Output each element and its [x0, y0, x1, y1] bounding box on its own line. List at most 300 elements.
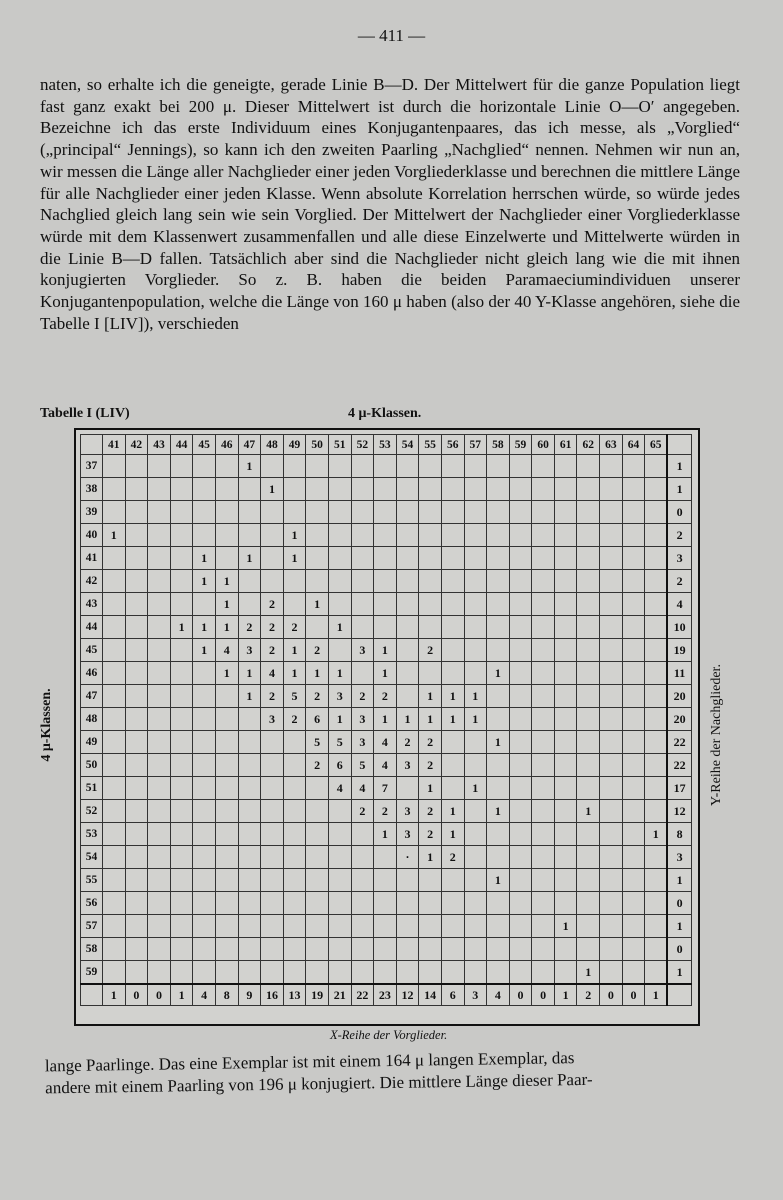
row-total: 19 [667, 639, 691, 662]
table-cell [487, 616, 510, 639]
corner-cell [81, 435, 103, 455]
table-cell: 1 [283, 639, 306, 662]
table-cell [509, 455, 532, 478]
table-cell [306, 800, 329, 823]
table-cell [261, 524, 284, 547]
table-cell [600, 478, 623, 501]
table-cell: 2 [238, 616, 261, 639]
table-cell [441, 616, 464, 639]
table-cell [554, 570, 577, 593]
table-cell [600, 915, 623, 938]
table-cell [509, 547, 532, 570]
table-cell: 1 [441, 685, 464, 708]
table-cell [215, 869, 238, 892]
row-header: 57 [81, 915, 103, 938]
table-cell [577, 616, 600, 639]
table-cell [645, 708, 668, 731]
table-cell [464, 501, 487, 524]
column-header: 58 [487, 435, 510, 455]
table-cell [577, 547, 600, 570]
table-cell [374, 478, 397, 501]
table-cell [261, 823, 284, 846]
table-row [81, 800, 692, 823]
table-cell: 1 [464, 708, 487, 731]
row-header: 46 [81, 662, 103, 685]
column-total: 2 [577, 984, 600, 1006]
table-cell: 3 [351, 708, 374, 731]
table-cell [600, 593, 623, 616]
table-cell [464, 547, 487, 570]
table-cell [283, 869, 306, 892]
row-total: 11 [667, 662, 691, 685]
table-row [81, 478, 692, 501]
table-cell [238, 777, 261, 800]
table-cell [419, 593, 442, 616]
table-cell [622, 938, 645, 961]
table-cell [328, 524, 351, 547]
table-cell [600, 731, 623, 754]
table-cell [532, 961, 555, 985]
table-cell: 1 [419, 708, 442, 731]
table-cell [464, 823, 487, 846]
table-cell [261, 570, 284, 593]
table-cell [419, 478, 442, 501]
table-cell: 2 [306, 754, 329, 777]
table-cell [600, 547, 623, 570]
table-cell [215, 823, 238, 846]
table-cell [283, 823, 306, 846]
table-cell: 1 [487, 800, 510, 823]
row-header: 51 [81, 777, 103, 800]
table-cell: 1 [328, 708, 351, 731]
table-cell [170, 708, 193, 731]
table-cell [487, 547, 510, 570]
table-cell: 1 [238, 547, 261, 570]
table-cell: 1 [464, 777, 487, 800]
table-cell: 1 [193, 616, 216, 639]
table-cell [396, 547, 419, 570]
table-cell [464, 846, 487, 869]
table-cell [441, 754, 464, 777]
table-row [81, 869, 692, 892]
table-cell [441, 455, 464, 478]
table-cell [600, 501, 623, 524]
table-cell [215, 938, 238, 961]
table-row [81, 570, 692, 593]
table-cell: 1 [306, 593, 329, 616]
table-cell [464, 754, 487, 777]
table-cell [396, 455, 419, 478]
table-cell [238, 570, 261, 593]
column-header: 41 [103, 435, 126, 455]
table-cell [170, 501, 193, 524]
column-total: 4 [193, 984, 216, 1006]
table-cell [464, 662, 487, 685]
table-cell [622, 708, 645, 731]
table-cell [645, 685, 668, 708]
table-cell [103, 616, 126, 639]
column-header: 63 [600, 435, 623, 455]
table-cell [374, 524, 397, 547]
table-cell [215, 685, 238, 708]
table-cell [622, 455, 645, 478]
table-cell [600, 846, 623, 869]
table-cell [193, 823, 216, 846]
table-cell [261, 547, 284, 570]
table-cell [283, 846, 306, 869]
column-header: 55 [419, 435, 442, 455]
table-cell [600, 800, 623, 823]
table-cell [464, 938, 487, 961]
column-header: 47 [238, 435, 261, 455]
table-cell: 1 [441, 708, 464, 731]
table-cell [645, 961, 668, 985]
table-row [81, 754, 692, 777]
table-cell [261, 869, 284, 892]
table-cell [396, 915, 419, 938]
table-cell [645, 501, 668, 524]
table-cell: 1 [170, 616, 193, 639]
table-cell [577, 915, 600, 938]
table-row [81, 961, 692, 985]
row-total: 20 [667, 708, 691, 731]
table-cell [419, 869, 442, 892]
table-cell [170, 570, 193, 593]
table-cell [238, 938, 261, 961]
table-cell [622, 777, 645, 800]
table-cell: 2 [419, 823, 442, 846]
table-cell [261, 938, 284, 961]
table-cell [532, 731, 555, 754]
table-cell [554, 593, 577, 616]
column-total: 3 [464, 984, 487, 1006]
table-cell [419, 961, 442, 985]
table-cell [554, 938, 577, 961]
column-total: 0 [125, 984, 148, 1006]
table-cell [306, 846, 329, 869]
table-cell [441, 593, 464, 616]
table-cell [600, 708, 623, 731]
table-row [81, 823, 692, 846]
table-cell [554, 455, 577, 478]
table-cell [509, 501, 532, 524]
table-cell [622, 685, 645, 708]
table-cell [125, 731, 148, 754]
table-cell [103, 869, 126, 892]
table-cell [622, 501, 645, 524]
table-cell [238, 869, 261, 892]
table-cell [554, 639, 577, 662]
bottom-line-1: lange Paarlinge. Das eine Exemplar ist mit einem 164 μ langen Exemplar, das [44, 1048, 575, 1076]
table-cell [170, 685, 193, 708]
table-cell [351, 961, 374, 985]
row-header: 47 [81, 685, 103, 708]
table-cell [419, 524, 442, 547]
table-cell [509, 524, 532, 547]
table-cell [509, 593, 532, 616]
table-row [81, 547, 692, 570]
table-cell [441, 639, 464, 662]
table-cell [103, 593, 126, 616]
table-cell [328, 892, 351, 915]
table-cell [170, 754, 193, 777]
table-cell: 1 [577, 961, 600, 985]
table-cell [306, 869, 329, 892]
table-cell: 2 [419, 754, 442, 777]
table-cell [622, 823, 645, 846]
table-cell [554, 823, 577, 846]
table-cell: 2 [419, 639, 442, 662]
table-cell [125, 754, 148, 777]
table-cell [125, 524, 148, 547]
table-side-label-right: Y-Reihe der Nachglieder. [709, 664, 724, 806]
column-header: 53 [374, 435, 397, 455]
table-cell [125, 478, 148, 501]
table-cell [103, 455, 126, 478]
table-cell [215, 915, 238, 938]
table-cell [148, 777, 171, 800]
row-total: 0 [667, 892, 691, 915]
table-cell [261, 754, 284, 777]
table-cell [509, 662, 532, 685]
row-total: 10 [667, 616, 691, 639]
table-cell [577, 478, 600, 501]
table-cell [193, 800, 216, 823]
table-cell [577, 501, 600, 524]
table-cell [103, 961, 126, 985]
table-cell [170, 777, 193, 800]
table-cell [487, 685, 510, 708]
table-cell [238, 754, 261, 777]
table-cell [441, 478, 464, 501]
table-cell [464, 731, 487, 754]
table-cell [170, 915, 193, 938]
table-row [81, 708, 692, 731]
table-cell [622, 800, 645, 823]
table-cell [645, 524, 668, 547]
table-cell [328, 846, 351, 869]
table-cell [193, 524, 216, 547]
column-total: 23 [374, 984, 397, 1006]
table-cell [103, 846, 126, 869]
table-row [81, 501, 692, 524]
column-header: 65 [645, 435, 668, 455]
row-total: 0 [667, 501, 691, 524]
table-cell [487, 777, 510, 800]
table-caption-left: Tabelle I (LIV) [40, 406, 130, 421]
table-cell [193, 731, 216, 754]
table-cell [351, 524, 374, 547]
column-header: 42 [125, 435, 148, 455]
table-cell [532, 501, 555, 524]
table-cell [238, 501, 261, 524]
table-cell: 1 [374, 823, 397, 846]
column-totals-row [81, 984, 692, 1006]
table-cell: 2 [374, 800, 397, 823]
table-cell [215, 478, 238, 501]
table-cell [509, 731, 532, 754]
table-cell [125, 938, 148, 961]
column-total: 0 [509, 984, 532, 1006]
table-cell [238, 846, 261, 869]
table-cell: 1 [238, 685, 261, 708]
column-header: 52 [351, 435, 374, 455]
table-cell [283, 754, 306, 777]
table-cell [487, 823, 510, 846]
row-total: 1 [667, 478, 691, 501]
table-cell [125, 685, 148, 708]
table-cell [238, 800, 261, 823]
table-cell [600, 455, 623, 478]
table-cell: 4 [351, 777, 374, 800]
row-header: 48 [81, 708, 103, 731]
table-cell [532, 708, 555, 731]
table-cell [509, 754, 532, 777]
table-cell [577, 662, 600, 685]
table-cell [351, 846, 374, 869]
table-cell [148, 731, 171, 754]
page-number: — 411 — [357, 26, 426, 45]
table-row [81, 685, 692, 708]
table-cell [532, 685, 555, 708]
row-header: 50 [81, 754, 103, 777]
table-cell [170, 800, 193, 823]
table-cell [396, 570, 419, 593]
table-cell [306, 570, 329, 593]
table-cell: 4 [374, 754, 397, 777]
table-cell [577, 593, 600, 616]
table-cell: 1 [441, 823, 464, 846]
row-header: 49 [81, 731, 103, 754]
table-cell [441, 570, 464, 593]
table-cell [600, 823, 623, 846]
table-cell [148, 455, 171, 478]
table-cell [509, 869, 532, 892]
table-cell [125, 708, 148, 731]
table-cell: 3 [351, 639, 374, 662]
table-cell: 3 [328, 685, 351, 708]
table-cell [261, 800, 284, 823]
table-cell [148, 708, 171, 731]
table-cell [600, 662, 623, 685]
column-total: 1 [103, 984, 126, 1006]
table-cell [193, 777, 216, 800]
table-cell [193, 455, 216, 478]
table-cell: 7 [374, 777, 397, 800]
table-cell [103, 731, 126, 754]
table-cell [577, 892, 600, 915]
column-total: 8 [215, 984, 238, 1006]
table-cell [351, 662, 374, 685]
table-cell: 1 [328, 616, 351, 639]
table-cell [125, 455, 148, 478]
table-cell: 3 [351, 731, 374, 754]
table-cell [464, 892, 487, 915]
column-header: 45 [193, 435, 216, 455]
table-cell [261, 915, 284, 938]
table-cell [577, 754, 600, 777]
column-header: 43 [148, 435, 171, 455]
table-cell [238, 524, 261, 547]
table-cell [125, 501, 148, 524]
table-cell: 1 [238, 662, 261, 685]
table-cell [328, 455, 351, 478]
table-cell [328, 478, 351, 501]
column-header: 59 [509, 435, 532, 455]
table-cell: 2 [306, 639, 329, 662]
column-header: 56 [441, 435, 464, 455]
row-total: 22 [667, 731, 691, 754]
table-cell [170, 662, 193, 685]
table-cell [532, 869, 555, 892]
table-cell: 2 [351, 685, 374, 708]
table-cell [554, 708, 577, 731]
table-cell [464, 478, 487, 501]
row-total: 22 [667, 754, 691, 777]
table-cell [215, 708, 238, 731]
table-cell [215, 524, 238, 547]
table-cell [600, 938, 623, 961]
row-total: 3 [667, 547, 691, 570]
table-cell [148, 938, 171, 961]
table-cell [509, 777, 532, 800]
table-cell [103, 892, 126, 915]
table-cell [328, 869, 351, 892]
column-total: 22 [351, 984, 374, 1006]
table-cell [554, 892, 577, 915]
table-cell [622, 570, 645, 593]
table-cell [509, 570, 532, 593]
table-cell: 5 [351, 754, 374, 777]
table-cell [532, 478, 555, 501]
table-cell [645, 731, 668, 754]
column-total: 0 [600, 984, 623, 1006]
table-cell: 1 [645, 823, 668, 846]
table-cell [600, 524, 623, 547]
table-cell [283, 731, 306, 754]
table-cell [215, 961, 238, 985]
table-cell [600, 754, 623, 777]
table-cell [554, 616, 577, 639]
table-x-caption: X-Reihe der Vorglieder. [330, 1028, 448, 1042]
table-cell [487, 938, 510, 961]
table-cell [622, 731, 645, 754]
table-cell [622, 639, 645, 662]
table-cell [419, 455, 442, 478]
table-cell [554, 869, 577, 892]
table-cell: 1 [215, 616, 238, 639]
table-cell [645, 616, 668, 639]
table-cell [283, 478, 306, 501]
table-cell [306, 892, 329, 915]
table-cell [509, 800, 532, 823]
table-cell [170, 869, 193, 892]
table-cell [306, 455, 329, 478]
table-cell [645, 938, 668, 961]
table-cell: 5 [283, 685, 306, 708]
table-cell [441, 915, 464, 938]
table-cell [193, 478, 216, 501]
table-cell [328, 800, 351, 823]
table-cell [577, 938, 600, 961]
table-cell [419, 501, 442, 524]
table-cell [554, 754, 577, 777]
table-cell [645, 593, 668, 616]
table-cell [622, 846, 645, 869]
column-header: 46 [215, 435, 238, 455]
table-cell [215, 754, 238, 777]
table-cell [261, 455, 284, 478]
